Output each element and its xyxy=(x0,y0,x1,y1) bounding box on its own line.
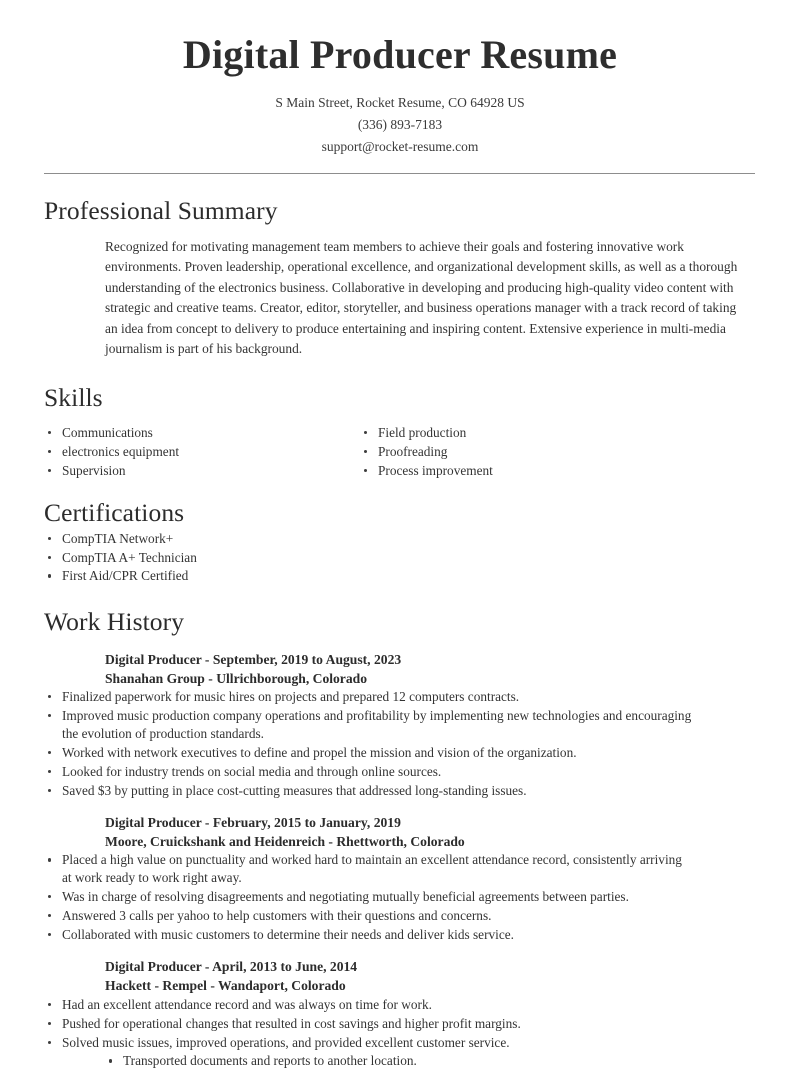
list-item: Finalized paperwork for music hires on projects and prepared 12 computers contracts. xyxy=(44,688,692,706)
list-item: Had an excellent attendance record and was always on time for work. xyxy=(44,996,692,1014)
job-title-line: Digital Producer - September, 2019 to August, 2023 xyxy=(105,651,402,667)
job-header xyxy=(105,813,756,852)
header-divider xyxy=(44,173,755,174)
contact-block xyxy=(0,92,800,158)
list-item: Proofreading xyxy=(360,443,660,461)
summary-text: Recognized for motivating management team members to achieve their goals and fostering innovative work environments. Proven leadership, operational excellence, and organizational development skills, as well as a thorough understanding of the electronics business. Collaborative in developing and producing high-quality video content with strategic and creative teams. Creator, editor, storyteller, and business operations manager with a track record of taking an idea from concept to delivery to produce entertaining and inspiring content. Extensive experience in multi-media journalism is part of his background. xyxy=(105,238,738,357)
section-skills xyxy=(0,381,800,481)
job-header xyxy=(105,650,756,689)
list-item: Placed a high value on punctuality and worked hard to maintain an excellent attendance record, consistently arriving at work ready to work right away. xyxy=(44,851,692,887)
section-heading-summary: Professional Summary xyxy=(44,196,278,226)
job-company-line: Hackett - Rempel - Wandaport, Colorado xyxy=(105,978,346,994)
job-company-line: Moore, Cruickshank and Heidenreich - Rhettworth, Colorado xyxy=(105,834,465,850)
contact-phone: (336) 893-7183 xyxy=(357,116,443,132)
work-history-entry xyxy=(44,957,756,1069)
page-title: Digital Producer Resume xyxy=(182,32,618,77)
list-item: Worked with network executives to define and propel the mission and vision of the organization. xyxy=(44,744,692,762)
resume-header xyxy=(0,0,800,157)
list-item: Process improvement xyxy=(360,462,660,480)
skills-column-right xyxy=(360,424,660,481)
list-item: First Aid/CPR Certified xyxy=(44,567,756,585)
list-item: CompTIA Network+ xyxy=(44,530,756,548)
job-company-line: Shanahan Group - Ullrichborough, Colorado xyxy=(105,670,367,686)
list-item: Answered 3 calls per yahoo to help customers with their questions and concerns. xyxy=(44,907,692,925)
clipped-bullet-row xyxy=(105,1052,753,1069)
job-header xyxy=(105,957,756,996)
list-item: Solved music issues, improved operations, and provided excellent customer service. xyxy=(44,1034,692,1052)
list-item: Supervision xyxy=(44,462,360,480)
skills-columns xyxy=(44,424,756,481)
job-bullet-list xyxy=(44,851,692,944)
list-item: Looked for industry trends on social media and through online sources. xyxy=(44,763,692,781)
job-bullet-list xyxy=(44,996,692,1052)
section-heading-certifications: Certifications xyxy=(44,498,185,528)
section-professional-summary xyxy=(0,194,800,359)
contact-address: S Main Street, Rocket Resume, CO 64928 US xyxy=(275,94,525,110)
section-certifications xyxy=(0,496,800,585)
skills-column-left xyxy=(44,424,360,481)
list-item: Communications xyxy=(44,424,360,442)
section-work-history xyxy=(0,605,800,1069)
list-item: electronics equipment xyxy=(44,443,360,461)
section-heading-skills: Skills xyxy=(44,382,103,412)
list-item: Collaborated with music customers to determine their needs and deliver kids service. xyxy=(44,926,692,944)
list-item: Field production xyxy=(360,424,660,442)
list-item: Transported documents and reports to another location. xyxy=(105,1052,753,1070)
contact-email[interactable]: support@rocket-resume.com xyxy=(321,138,479,154)
work-history-entry xyxy=(44,813,756,944)
section-heading-work-history: Work History xyxy=(44,607,185,637)
list-item: Improved music production company operations and profitability by implementing new technologies and encouraging the evolution of production standards. xyxy=(44,707,692,743)
list-item: CompTIA A+ Technician xyxy=(44,549,756,567)
work-history-entry xyxy=(44,650,756,800)
list-item: Saved $3 by putting in place cost-cutting measures that addressed long-standing issues. xyxy=(44,782,692,800)
job-bullet-list xyxy=(44,688,692,800)
list-item: Pushed for operational changes that resulted in cost savings and higher profit margins. xyxy=(44,1015,692,1033)
job-title-line: Digital Producer - February, 2015 to January, 2019 xyxy=(105,814,401,830)
certifications-list xyxy=(44,530,756,586)
list-item: Was in charge of resolving disagreements and negotiating mutually beneficial agreements between parties. xyxy=(44,888,692,906)
job-title-line: Digital Producer - April, 2013 to June, 2014 xyxy=(105,959,358,975)
